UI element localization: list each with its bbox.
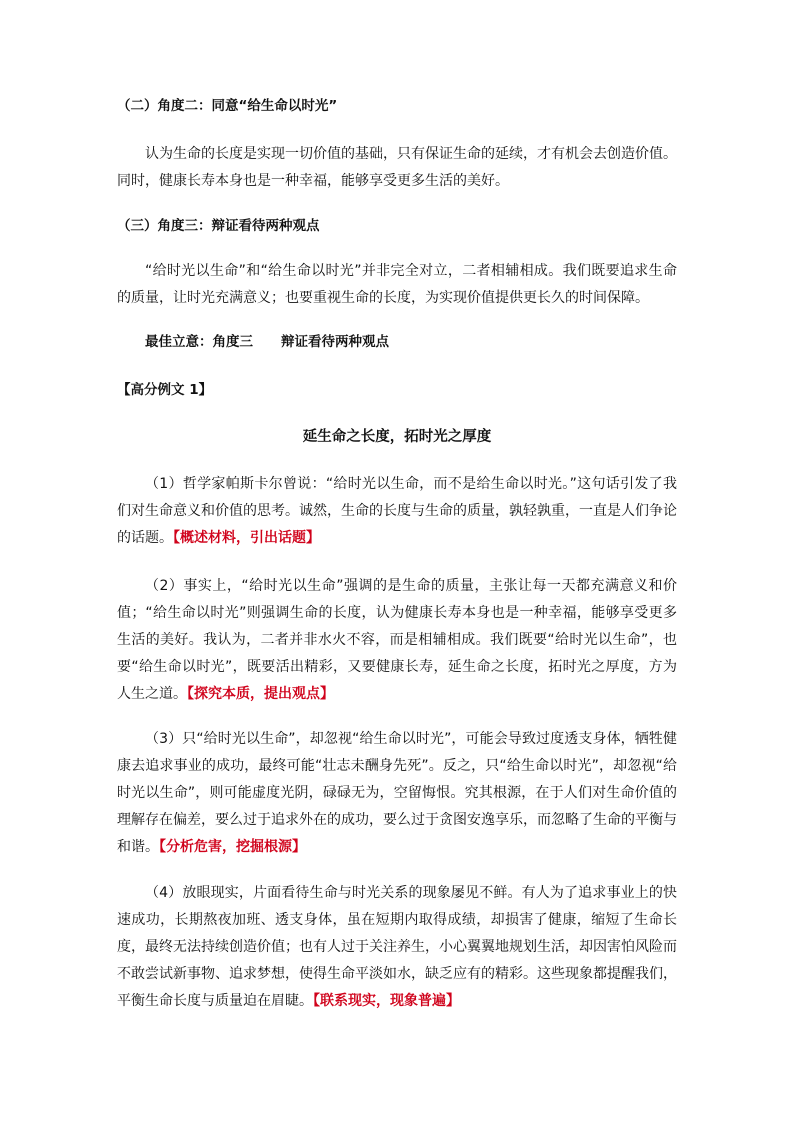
best-idea-text: 辩证看待两种观点 — [281, 334, 389, 350]
paragraph-text: （2）事实上，“给时光以生命”强调的是生命的质量，主张让每一天都充满意义和价值；“给生命以时光”则强调生命的长度，认为健康长寿本身也是一种幸福，能够享受更多生活的美好。我认为，二者并非水火不容，而是相辅相成。我们既要“给时光以生命”，也要“给生命以时光”，既要活出精彩，又要健康长寿，延生命之长度，拓时光之厚度，方为人生之道。 — [117, 578, 677, 702]
essay-paragraph-3 — [117, 726, 677, 861]
paragraph-text: （3）只“给时光以生命”，却忽视“给生命以时光”，可能会导致过度透支身体，牺牲健康去追求事业的成功，最终可能“壮志未酬身先死”。反之，只“给生命以时光”，却忽视“给时光以生命”，则可能虚度光阴，碌碌无为，空留悔恨。究其根源，在于人们对生命价值的理解存在偏差，要么过于追求外在的成功，要么过于贪图安逸享乐，而忽略了生命的平衡与和谐。 — [117, 731, 677, 855]
section3-body: “给时光以生命”和“给生命以时光”并非完全对立，二者相辅相成。我们既要追求生命的质量，让时光充满意义；也要重视生命的长度，为实现价值提供更长久的时间保障。 — [117, 263, 677, 306]
paragraph-text: （4）放眼现实，片面看待生命与时光关系的现象屡见不鲜。有人为了追求事业上的快速成功，长期熬夜加班、透支身体，虽在短期内取得成绩，却损害了健康，缩短了生命长度，最终无法持续创造价值；也有人过于关注养生，小心翼翼地规划生活，却因害怕风险而不敢尝试新事物、追求梦想，使得生命平淡如水，缺乏应有的精彩。这些现象都提醒我们，平衡生命长度与质量迫在眉睫。 — [117, 885, 677, 1009]
paragraph-annotation: 【联系现实，现象普遍】 — [313, 993, 460, 1009]
essay-paragraph-1 — [117, 471, 677, 552]
paragraph-annotation: 【概述材料，引出话题】 — [173, 530, 320, 546]
essay-title: 延生命之长度，拓时光之厚度 — [302, 429, 492, 445]
best-idea — [145, 329, 677, 356]
section3-heading: （三）角度三：辩证看待两种观点 — [117, 218, 320, 234]
essay-paragraph-4 — [117, 880, 677, 1015]
essay-paragraph-2 — [117, 573, 677, 708]
essay-tag: 【高分例文 1】 — [117, 382, 213, 398]
section2-heading: （二）角度二：同意“给生命以时光” — [117, 98, 338, 114]
section2-body: 认为生命的长度是实现一切价值的基础，只有保证生命的延续，才有机会去创造价值。同时，健康长寿本身也是一种幸福，能够享受更多生活的美好。 — [117, 146, 677, 189]
paragraph-annotation: 【分析危害，挖掘根源】 — [159, 839, 306, 855]
best-idea-label: 最佳立意：角度三 — [145, 334, 253, 350]
paragraph-text: （1）哲学家帕斯卡尔曾说：“给时光以生命，而不是给生命以时光。”这句话引发了我们对生命意义和价值的思考。诚然，生命的长度与生命的质量，孰轻孰重，一直是人们争论的话题。 — [117, 476, 677, 546]
paragraph-annotation: 【探究本质，提出观点】 — [187, 686, 334, 702]
